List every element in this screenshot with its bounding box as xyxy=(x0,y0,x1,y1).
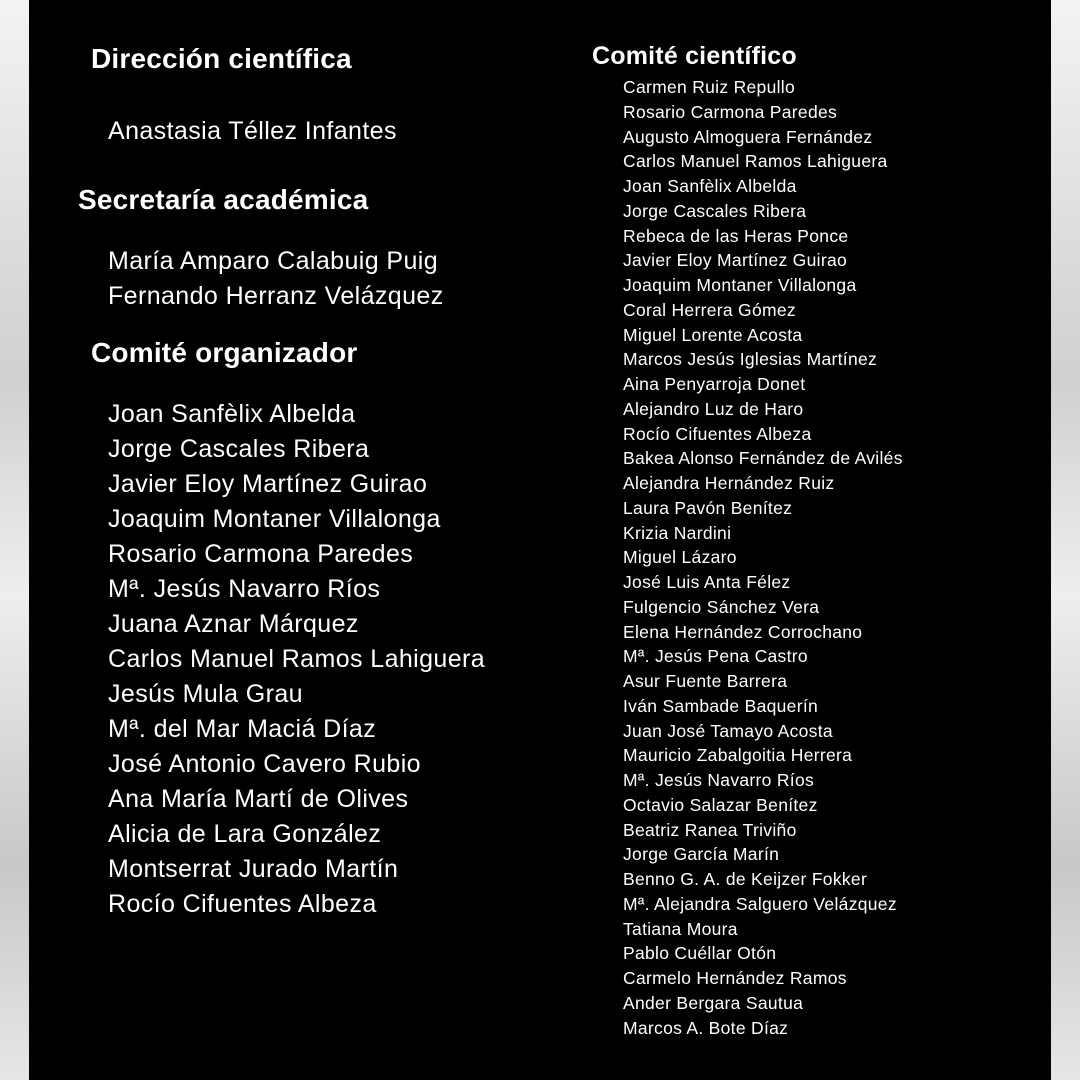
cientifico-member: Tatiana Moura xyxy=(623,918,738,939)
cientifico-member: Miguel Lorente Acosta xyxy=(623,324,803,345)
cientifico-member: Miguel Lázaro xyxy=(623,547,737,568)
cientifico-member: Asur Fuente Barrera xyxy=(623,671,788,691)
organizador-member: Jesús Mula Grau xyxy=(108,680,303,708)
cientifico-member: Elena Hernández Corrochano xyxy=(623,621,863,642)
cientifico-member: Alejandro Luz de Haro xyxy=(623,398,804,419)
direccion-list xyxy=(108,114,397,149)
cientifico-member: Mª. Alejandra Salguero Velázquez xyxy=(623,893,897,914)
cientifico-member: Joan Sanfèlix Albelda xyxy=(623,176,797,196)
cientifico-member: Aina Penyarroja Donet xyxy=(623,374,806,394)
organizador-member: Mª. del Mar Maciá Díaz xyxy=(108,715,377,743)
cientifico-member: Ander Bergara Sautua xyxy=(623,992,804,1013)
organizador-member: José Antonio Cavero Rubio xyxy=(108,750,421,778)
organizador-member: Joaquim Montaner Villalonga xyxy=(108,505,441,533)
cientifico-heading: Comité científico xyxy=(592,42,797,70)
cientifico-member: Augusto Almoguera Fernández xyxy=(623,126,873,147)
cientifico-member: Benno G. A. de Keijzer Fokker xyxy=(623,869,868,889)
secretaria-member: Fernando Herranz Velázquez xyxy=(108,282,444,310)
organizador-heading: Comité organizador xyxy=(91,337,358,368)
organizador-member: Javier Eloy Martínez Guirao xyxy=(108,470,428,498)
cientifico-member: Beatriz Ranea Triviño xyxy=(623,819,797,840)
organizador-member: Montserrat Jurado Martín xyxy=(108,855,399,883)
cientifico-member: Mauricio Zabalgoitia Herrera xyxy=(623,745,853,766)
cientifico-member: Jorge Cascales Ribera xyxy=(623,200,807,221)
cientifico-member: Rocío Cifuentes Albeza xyxy=(623,423,812,444)
cientifico-member: Rebeca de las Heras Ponce xyxy=(623,225,849,246)
cientifico-member: Alejandra Hernández Ruiz xyxy=(623,473,835,493)
cientifico-member: José Luis Anta Félez xyxy=(623,572,791,592)
organizador-member: Carlos Manuel Ramos Lahiguera xyxy=(108,645,486,673)
background-edge-left xyxy=(0,0,29,1080)
cientifico-member: Carlos Manuel Ramos Lahiguera xyxy=(623,151,888,172)
cientifico-member: Javier Eloy Martínez Guirao xyxy=(623,250,848,271)
secretaria-list xyxy=(108,244,444,314)
cientifico-member: Marcos A. Bote Díaz xyxy=(623,1017,789,1038)
cientifico-member: Juan José Tamayo Acosta xyxy=(623,720,833,741)
cientifico-member: Octavio Salazar Benítez xyxy=(623,794,818,815)
organizador-member: Ana María Martí de Olives xyxy=(108,785,409,813)
cientifico-member: Carmelo Hernández Ramos xyxy=(623,968,847,988)
cientifico-member: Rosario Carmona Paredes xyxy=(623,101,838,122)
direccion-heading: Dirección científica xyxy=(91,43,352,74)
cientifico-member: Coral Herrera Gómez xyxy=(623,299,796,320)
cientifico-member: Pablo Cuéllar Otón xyxy=(623,943,777,964)
background-edge-right xyxy=(1051,0,1080,1080)
cientifico-list xyxy=(623,75,903,1040)
organizador-member: Joan Sanfèlix Albelda xyxy=(108,400,356,428)
cientifico-member: Joaquim Montaner Villalonga xyxy=(623,275,857,295)
organizador-member: Juana Aznar Márquez xyxy=(108,610,359,638)
cientifico-member: Bakea Alonso Fernández de Avilés xyxy=(623,448,903,469)
cientifico-member: Fulgencio Sánchez Vera xyxy=(623,596,820,617)
organizador-member: Mª. Jesús Navarro Ríos xyxy=(108,575,381,603)
organizador-member: Rosario Carmona Paredes xyxy=(108,540,414,568)
cientifico-member: Marcos Jesús Iglesias Martínez xyxy=(623,349,878,370)
secretaria-member: María Amparo Calabuig Puig xyxy=(108,247,439,275)
committee-panel xyxy=(29,0,1051,1080)
organizador-member: Rocío Cifuentes Albeza xyxy=(108,890,377,918)
secretaria-heading: Secretaría académica xyxy=(78,184,369,215)
cientifico-member: Jorge García Marín xyxy=(623,844,780,865)
cientifico-member: Mª. Jesús Pena Castro xyxy=(623,646,808,667)
cientifico-member: Carmen Ruiz Repullo xyxy=(623,77,796,97)
cientifico-member: Laura Pavón Benítez xyxy=(623,497,793,518)
cientifico-member: Krizia Nardini xyxy=(623,522,732,543)
organizador-list xyxy=(108,397,485,922)
direccion-member: Anastasia Téllez Infantes xyxy=(108,117,397,145)
cientifico-member: Mª. Jesús Navarro Ríos xyxy=(623,770,815,790)
cientifico-member: Iván Sambade Baquerín xyxy=(623,695,819,716)
organizador-member: Alicia de Lara González xyxy=(108,820,382,848)
organizador-member: Jorge Cascales Ribera xyxy=(108,435,370,463)
